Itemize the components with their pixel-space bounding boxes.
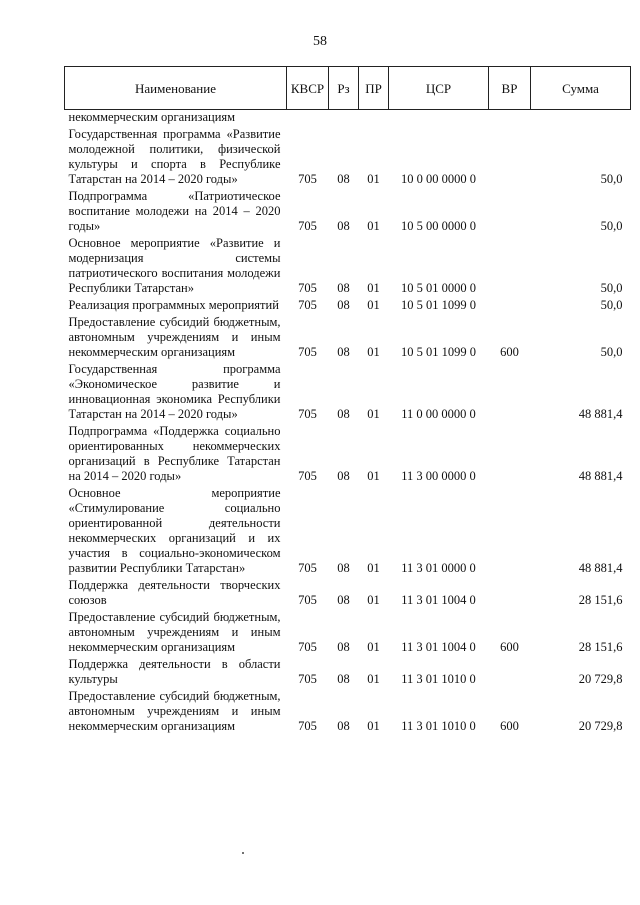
table-row (65, 486, 631, 578)
cell-pr: 01 (367, 469, 380, 483)
cell-kvsr: 705 (298, 469, 317, 483)
cell-vr (489, 657, 531, 689)
cell-pr: 01 (367, 345, 380, 359)
cell-sum: 50,0 (600, 298, 623, 312)
scan-speck (242, 852, 244, 854)
cell-csr: 10 5 00 0000 0 (401, 219, 476, 233)
cell-rz: 08 (337, 219, 350, 233)
table-row (65, 610, 631, 657)
cell-rz: 08 (337, 345, 350, 359)
cell-sum (531, 110, 631, 128)
cell-rz: 08 (337, 281, 350, 295)
cell-sum: 50,0 (600, 281, 623, 295)
cell-csr: 11 3 01 1004 0 (401, 640, 476, 654)
cell-name: Государственная программа «Развитие молодежной политики, физической культуры и спорта в Республике Татарстан на 2014 – 2020 годы» (68, 127, 281, 186)
cell-name: Государственная программа «Экономическое развитие и инновационная экономика Республики Татарстан на 2014 – 2020 годы» (68, 362, 281, 421)
cell-rz: 08 (337, 640, 350, 654)
page-number: 58 (313, 34, 327, 49)
cell-pr (359, 110, 389, 128)
cell-name: Основное мероприятие «Развитие и модернизация системы патриотического воспитания молодежи Республики Татарстан» (68, 236, 281, 295)
cell-sum: 50,0 (600, 172, 623, 186)
header-kvsr: КВСР (287, 67, 329, 110)
cell-kvsr: 705 (298, 719, 317, 733)
cell-csr: 11 3 01 1004 0 (401, 593, 476, 607)
cell-sum: 28 151,6 (578, 593, 623, 607)
header-vr: ВР (489, 67, 531, 110)
cell-vr (489, 236, 531, 298)
cell-kvsr: 705 (298, 593, 317, 607)
cell-vr (489, 486, 531, 578)
table-row (65, 110, 631, 128)
cell-name: Предоставление субсидий бюджетным, автономным учреждениям и иным некоммерческим организациям (68, 610, 281, 654)
cell-pr: 01 (367, 672, 380, 686)
cell-kvsr: 705 (298, 640, 317, 654)
cell-csr: 10 5 01 0000 0 (401, 281, 476, 295)
cell-name: Предоставление субсидий бюджетным, автономным учреждениям и иным некоммерческим организациям (68, 689, 281, 733)
cell-kvsr: 705 (298, 172, 317, 186)
cell-pr: 01 (367, 281, 380, 295)
cell-sum: 50,0 (600, 345, 623, 359)
cell-vr: 600 (500, 640, 519, 654)
cell-rz: 08 (337, 407, 350, 421)
cell-rz: 08 (337, 469, 350, 483)
cell-csr: 10 0 00 0000 0 (401, 172, 476, 186)
cell-kvsr (287, 110, 329, 128)
table-row (65, 127, 631, 189)
cell-name: Поддержка деятельности творческих союзов (68, 578, 281, 607)
cell-sum: 20 729,8 (578, 719, 623, 733)
cell-sum: 48 881,4 (578, 561, 623, 575)
cell-name: некоммерческим организациям (68, 110, 236, 124)
cell-rz: 08 (337, 593, 350, 607)
cell-vr (489, 424, 531, 486)
cell-pr: 01 (367, 407, 380, 421)
table-row (65, 578, 631, 610)
cell-name: Предоставление субсидий бюджетным, автономным учреждениям и иным некоммерческим организациям (68, 315, 281, 359)
budget-table (64, 66, 631, 736)
header-csr: ЦСР (389, 67, 489, 110)
cell-csr: 10 5 01 1099 0 (401, 298, 476, 312)
cell-vr: 600 (500, 345, 519, 359)
cell-csr (389, 110, 489, 128)
table-row (65, 689, 631, 736)
table-row (65, 315, 631, 362)
table-row (65, 298, 631, 315)
cell-pr: 01 (367, 298, 380, 312)
cell-name: Поддержка деятельности в области культуры (68, 657, 281, 686)
table-row (65, 424, 631, 486)
cell-kvsr: 705 (298, 219, 317, 233)
cell-kvsr: 705 (298, 672, 317, 686)
header-name: Наименование (65, 67, 287, 110)
cell-name: Подпрограмма «Поддержка социально ориентированных некоммерческих организаций в Республике Татарстан на 2014 – 2020 годы» (68, 424, 281, 483)
cell-vr (489, 362, 531, 424)
cell-kvsr: 705 (298, 561, 317, 575)
cell-pr: 01 (367, 561, 380, 575)
cell-kvsr: 705 (298, 407, 317, 421)
cell-vr: 600 (500, 719, 519, 733)
cell-pr: 01 (367, 719, 380, 733)
cell-pr: 01 (367, 593, 380, 607)
cell-csr: 11 3 01 1010 0 (401, 672, 476, 686)
cell-pr: 01 (367, 640, 380, 654)
cell-sum: 48 881,4 (578, 469, 623, 483)
cell-csr: 11 3 01 0000 0 (401, 561, 476, 575)
cell-rz: 08 (337, 561, 350, 575)
cell-rz: 08 (337, 719, 350, 733)
cell-sum: 50,0 (600, 219, 623, 233)
table-row (65, 236, 631, 298)
cell-rz: 08 (337, 672, 350, 686)
cell-name: Основное мероприятие «Стимулирование социально ориентированной деятельности некоммерческих организаций и их участия в социально-экономическом развитии Республики Татарстан» (68, 486, 281, 575)
cell-csr: 10 5 01 1099 0 (401, 345, 476, 359)
cell-sum: 20 729,8 (578, 672, 623, 686)
header-sum: Сумма (531, 67, 631, 110)
table-row (65, 657, 631, 689)
header-pr: ПР (359, 67, 389, 110)
cell-vr (489, 298, 531, 315)
cell-pr: 01 (367, 219, 380, 233)
table-row (65, 189, 631, 236)
cell-sum: 48 881,4 (578, 407, 623, 421)
table-header-row (65, 67, 631, 110)
cell-csr: 11 3 01 1010 0 (401, 719, 476, 733)
table-row (65, 362, 631, 424)
cell-kvsr: 705 (298, 345, 317, 359)
cell-vr (489, 127, 531, 189)
cell-vr (489, 110, 531, 128)
cell-vr (489, 189, 531, 236)
cell-rz: 08 (337, 298, 350, 312)
table-body (65, 110, 631, 737)
cell-vr (489, 578, 531, 610)
cell-sum: 28 151,6 (578, 640, 623, 654)
cell-pr: 01 (367, 172, 380, 186)
cell-csr: 11 0 00 0000 0 (401, 407, 476, 421)
cell-csr: 11 3 00 0000 0 (401, 469, 476, 483)
cell-rz (329, 110, 359, 128)
cell-kvsr: 705 (298, 298, 317, 312)
header-rz: Рз (329, 67, 359, 110)
cell-rz: 08 (337, 172, 350, 186)
cell-name: Реализация программных мероприятий (68, 298, 279, 312)
cell-name: Подпрограмма «Патриотическое воспитание молодежи на 2014 – 2020 годы» (68, 189, 281, 233)
cell-kvsr: 705 (298, 281, 317, 295)
